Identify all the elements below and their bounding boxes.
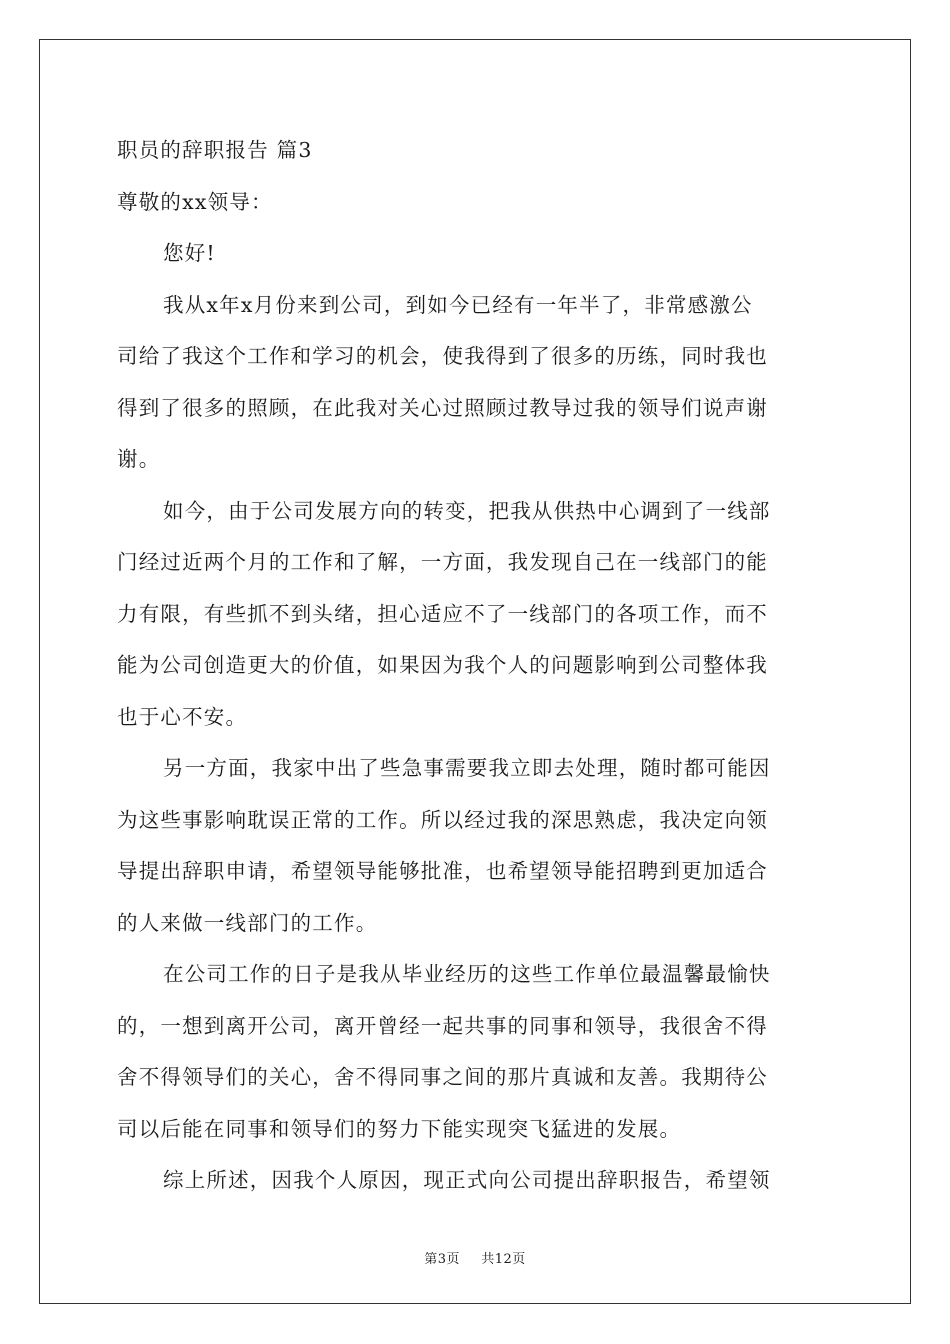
page-number: 第3页 (424, 1252, 460, 1267)
paragraph-line: 导提出辞职申请，希望领导能够批准，也希望领导能招聘到更加适合 (117, 859, 768, 883)
document-title: 职员的辞职报告 篇3 (117, 138, 313, 162)
greeting-line: 您好! (163, 241, 216, 265)
paragraph-line: 在公司工作的日子是我从毕业经历的这些工作单位最温馨最愉快 (163, 962, 771, 986)
paragraph-line: 如今，由于公司发展方向的转变，把我从供热中心调到了一线部 (163, 498, 771, 523)
paragraph-line: 另一方面，我家中出了些急事需要我立即去处理，随时都可能因 (163, 756, 771, 780)
paragraph-line: 力有限，有些抓不到头绪，担心适应不了一线部门的各项工作，而不 (117, 601, 768, 626)
paragraph-line: 也于心不安。 (117, 704, 248, 729)
page-total: 共12页 (481, 1252, 526, 1267)
paragraph-line: 司以后能在同事和领导们的努力下能实现突飞猛进的发展。 (117, 1116, 682, 1141)
salutation: 尊敬的xx领导： (117, 189, 273, 214)
paragraph-line: 得到了很多的照顾，在此我对关心过照顾过教导过我的领导们说声谢 (117, 395, 768, 420)
paragraph-line: 舍不得领导们的关心，舍不得同事之间的那片真诚和友善。我期待公 (117, 1065, 768, 1089)
paragraph-line: 为这些事影响耽误正常的工作。所以经过我的深思熟虑，我决定向领 (117, 807, 768, 832)
page-footer (0, 1248, 950, 1267)
paragraph-line: 门经过近两个月的工作和了解，一方面，我发现自己在一线部门的能 (117, 550, 768, 574)
paragraph-line: 我从x年x月份来到公司，到如今已经有一年半了，非常感激公 (163, 292, 753, 317)
paragraph-line: 综上所述，因我个人原因，现正式向公司提出辞职报告，希望领 (163, 1168, 771, 1192)
paragraph-line: 能为公司创造更大的价值，如果因为我个人的问题影响到公司整体我 (117, 653, 768, 677)
paragraph-line: 的人来做一线部门的工作。 (117, 910, 378, 935)
paragraph-line: 的，一想到离开公司，离开曾经一起共事的同事和领导，我很舍不得 (117, 1013, 768, 1038)
paragraph-line: 司给了我这个工作和学习的机会，使我得到了很多的历练，同时我也 (117, 344, 768, 368)
paragraph-line: 谢。 (117, 447, 161, 471)
document-body (117, 125, 833, 1207)
